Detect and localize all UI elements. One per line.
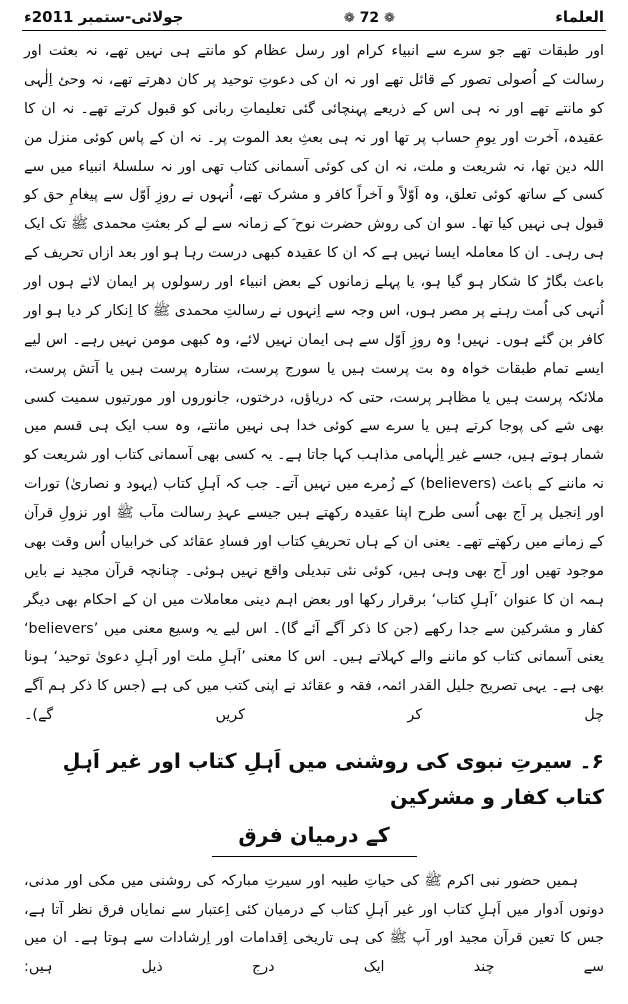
section-paragraph-1: ہمیں حضور نبی اکرم ﷺ کی حیاتِ طیبہ اور سیرتِ مبارکہ کی روشنی میں مکی اور مدنی، دونوں اَدوار میں اَہلِ کتاب اور غیر اَہلِ کتاب کے درمیان کئی اِعتبار سے نمایاں فرق نظر آتا ہے، جس کا تعین قرآن مجید اور آپ ﷺ کی ہی تاریخی اِقدامات اور اِرشادات سے ہوتا ہے۔ ان میں سے چند ایک درج ذیل ہیں:: [24, 872, 604, 976]
section-heading-line-1: سیرتِ نبوی کی روشنی میں اَہلِ کتاب اور غیر اَہلِ کتاب کفار و مشرکین: [62, 749, 604, 809]
header-issue-date: جولائی-ستمبر 2011ء: [24, 8, 184, 26]
section-body-text: [22, 867, 606, 983]
body-paragraph-1: اور طبقات تھے جو سرے سے انبیاء کرام اور رسل عظام کو مانتے ہی نہیں تھے، نہ بعثت اور رسالت کے اُصولی تصور کے قائل تھے اور نہ ان کی دعوتِ توحید پر کان دھرتے تھے، نہ وحئ اِلٰہی کو مانتے تھے اور نہ ہی اس کے ذریعے پہنچائی گئی تعلیماتِ ربانی کو قبول کرتے تھے۔ نہ ان کا عقیدہ، آخرت اور یومِ حساب پر تھا اور نہ ہی بعثِ بعد الموت پر۔ نہ ان کے پاس کوئی منزل من اللہ دین تھا، نہ شریعت و ملت، نہ ان کی کوئی آسمانی کتاب تھی اور نہ سلسلۂ انبیاء میں سے کسی کے ساتھ کوئی تعلق، وہ اَوّلاً و آخراً کافر و مشرک تھے، اُنہوں نے روزِ اَوّل سے پیغامِ حق کو قبول ہی نہیں کیا تھا۔ سو ان کی روش حضرت نوح ؑ کے زمانہ سے لے کر بعثتِ محمدی ﷺ تک ایک ہی رہی۔ ان کا معاملہ ایسا نہیں ہے کہ ان کا عقیدہ کبھی درست رہا ہو اور بعد ازاں تحریف کے باعث بگاڑ کا شکار ہو گیا ہو، یا پہلے زمانوں کے بعض انبیاء اور رسولوں پر ایمان لائے ہوں اور اُنہی کی اُمت رہنے پر مصر ہوں، اس وجہ سے اِنہوں نے رسالتِ محمدی ﷺ کا اِنکار کر دیا ہو اور کافر بن گئے ہوں۔ نہیں! وہ روزِ اَوّل سے ہی ایمان نہیں لائے، وہ کبھی مومن نہیں رہے۔ اس لیے ایسے تمام طبقات خواہ وہ بت پرست ہیں یا سورج پرست، ستارہ پرست ہیں یا آتش پرست، ملائکہ پرست ہیں یا مظاہر پرست، حتی کہ دریاؤں، درختوں، جانوروں اور مورتیوں سمیت کسی بھی شے کی پوجا کرتے ہیں یا سرے سے کوئی خدا ہی نہیں مانتے، وہ سب ایک ہی قسم میں شمار ہوتے ہیں، جسے غیر اِلٰہامی مذاہب کہا جاتا ہے۔ یہ کسی بھی آسمانی کتاب اور شریعت کو نہ ماننے کے باعث (believers) کے زُمرے میں نہیں آتے۔ جب کہ اَہلِ کتاب (یہود و نصاریٰ) تورات اور اِنجیل پر آج بھی اُسی طرح اپنا عقیدہ رکھتے ہیں جیسے عہدِ رسالت مآب ﷺ اور نزولِ قرآن کے زمانے میں رکھتے تھے۔ یعنی ان کے ہاں تحریفِ کتاب اور فسادِ عقائد کی خرابیاں اُس وقت بھی موجود تھیں اور آج بھی وہی ہیں، کوئی نئی تبدیلی واقع نہیں ہوئی۔ چنانچہ قرآن مجید نے بایں ہمہ ان کا عنوان ’اَہلِ کتاب‘ برقرار رکھا اور بعض اہم دینی معاملات میں ان کے احکام بھی دیگر کفار و مشرکین سے جدا رکھے (جن کا ذکر آگے آئے گا)۔ اس لیے یہ وسیع معنی میں ’believers‘ یعنی آسمانی کتاب کو ماننے والے کہلاتے ہیں۔ اس کا معنی ’اَہلِ ملت اور اَہلِ دعویٰ توحید‘ ہونا بھی ہے۔ یہی تصریح جلیل القدر ائمہ، فقہ و عقائد نے اپنی کتب میں کی ہے (جس کا ذکر ہم آگے چل کر کریں گے)۔: [24, 43, 604, 724]
page-header: [22, 8, 606, 28]
ornament-left-icon: ❁: [343, 11, 355, 26]
section-number: ۶۔: [579, 749, 604, 773]
section-heading: [22, 744, 606, 857]
page-number: 72: [359, 10, 380, 26]
main-body-text: [22, 37, 606, 730]
header-divider: [22, 30, 606, 31]
ornament-right-icon: ❁: [383, 11, 395, 26]
header-journal-title: العلماء: [555, 8, 604, 26]
page-number-block: [328, 10, 411, 26]
section-heading-line-2: کے درمیان فرق: [212, 818, 417, 857]
